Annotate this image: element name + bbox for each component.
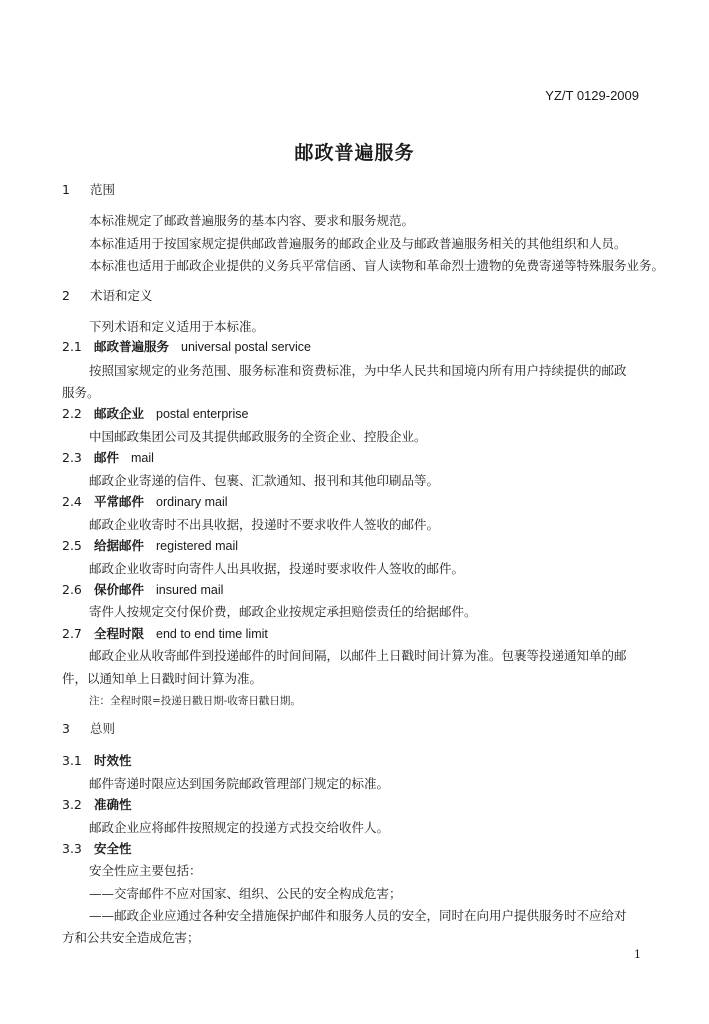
term-heading <box>62 337 311 355</box>
paragraph: 安全性应主要包括： <box>89 863 202 878</box>
term-en: insured mail <box>156 583 224 597</box>
subsection-number: 3.2 <box>62 797 82 812</box>
note: 注：全程时限=投递日戳日期-收寄日戳日期。 <box>89 695 301 707</box>
list-item: ——邮政企业应通过各种安全措施保护邮件和服务人员的安全，同时在向用户提供服务时不应给对 <box>89 908 627 923</box>
term-heading <box>62 404 248 422</box>
term-en: ordinary mail <box>156 495 228 509</box>
section-3-heading <box>62 719 115 737</box>
term-number: 2.3 <box>62 450 82 465</box>
section-title: 总则 <box>90 721 116 736</box>
paragraph: 本标准也适用于邮政企业提供的义务兵平常信函、盲人读物和革命烈士遗物的免费寄递等特殊服务业务。 <box>89 258 665 273</box>
paragraph: 邮件寄递时限应达到国务院邮政管理部门规定的标准。 <box>89 776 390 791</box>
term-zh: 平常邮件 <box>94 494 145 509</box>
term-definition: 寄件人按规定交付保价费，邮政企业按规定承担赔偿责任的给据邮件。 <box>89 604 477 619</box>
subsection-heading <box>62 795 132 813</box>
section-title: 术语和定义 <box>90 288 153 303</box>
term-en: mail <box>131 451 154 465</box>
term-number: 2.4 <box>62 494 82 509</box>
term-definition: 邮政企业从收寄邮件到投递邮件的时间间隔，以邮件上日戳时间计算为准。包裹等投递通知单的邮 <box>89 648 627 663</box>
paragraph: 本标准适用于按国家规定提供邮政普遍服务的邮政企业及与邮政普遍服务相关的其他组织和人员。 <box>89 236 627 251</box>
subsection-number: 3.3 <box>62 841 82 856</box>
paragraph: 邮政企业应将邮件按照规定的投递方式投交给收件人。 <box>89 820 390 835</box>
term-zh: 邮件 <box>94 450 120 465</box>
term-en: end to end time limit <box>156 627 268 641</box>
term-definition: 服务。 <box>62 385 100 400</box>
term-definition: 中国邮政集团公司及其提供邮政服务的全资企业、控股企业。 <box>89 429 427 444</box>
term-en: postal enterprise <box>156 407 249 421</box>
term-en: registered mail <box>156 539 238 553</box>
term-heading <box>62 624 268 642</box>
section-title: 范围 <box>90 182 116 197</box>
term-heading <box>62 580 223 598</box>
page-number: 1 <box>634 948 641 961</box>
term-definition: 按照国家规定的业务范围、服务标准和资费标准，为中华人民共和国境内所有用户持续提供的邮政 <box>89 363 627 378</box>
term-number: 2.6 <box>62 582 82 597</box>
section-number: 1 <box>62 182 70 197</box>
section-number: 3 <box>62 721 70 736</box>
term-zh: 邮政企业 <box>94 406 145 421</box>
term-definition: 邮政企业收寄时不出具收据，投递时不要求收件人签收的邮件。 <box>89 517 440 532</box>
term-zh: 邮政普遍服务 <box>94 339 170 354</box>
term-heading <box>62 536 238 554</box>
subsection-title: 时效性 <box>94 753 132 768</box>
list-item: 方和公共安全造成危害； <box>62 930 200 945</box>
term-heading <box>62 492 228 510</box>
term-zh: 保价邮件 <box>94 582 145 597</box>
term-definition: 件，以通知单上日戳时间计算为准。 <box>62 671 263 686</box>
standard-code: YZ/T 0129-2009 <box>545 88 639 103</box>
subsection-heading <box>62 839 132 857</box>
paragraph: 下列术语和定义适用于本标准。 <box>89 319 265 334</box>
term-number: 2.1 <box>62 339 82 354</box>
list-item: ——交寄邮件不应对国家、组织、公民的安全构成危害； <box>89 886 402 901</box>
document-title: 邮政普遍服务 <box>294 142 415 164</box>
section-number: 2 <box>62 288 70 303</box>
paragraph: 本标准规定了邮政普遍服务的基本内容、要求和服务规范。 <box>89 213 415 228</box>
term-heading <box>62 448 154 466</box>
term-definition: 邮政企业收寄时向寄件人出具收据，投递时要求收件人签收的邮件。 <box>89 561 465 576</box>
term-definition: 邮政企业寄递的信件、包裹、汇款通知、报刊和其他印刷品等。 <box>89 473 440 488</box>
subsection-title: 安全性 <box>94 841 132 856</box>
term-zh: 给据邮件 <box>94 538 145 553</box>
term-en: universal postal service <box>181 340 311 354</box>
term-number: 2.5 <box>62 538 82 553</box>
section-2-heading <box>62 286 153 304</box>
term-zh: 全程时限 <box>94 626 145 641</box>
subsection-heading <box>62 751 132 769</box>
term-number: 2.2 <box>62 406 82 421</box>
section-1-heading <box>62 180 115 198</box>
term-number: 2.7 <box>62 626 82 641</box>
subsection-title: 准确性 <box>94 797 132 812</box>
subsection-number: 3.1 <box>62 753 82 768</box>
